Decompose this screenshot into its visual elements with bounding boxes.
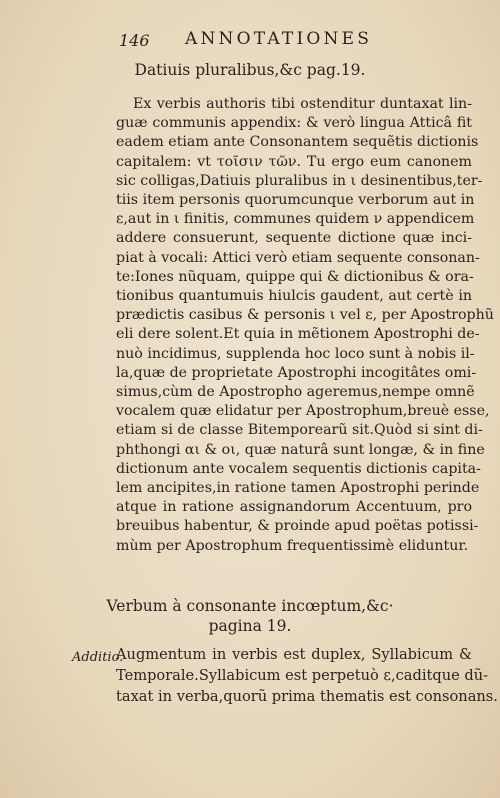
section-body: [116, 644, 498, 707]
running-title: ANNOTATIONES: [185, 29, 373, 49]
text-line: vocalem quæ elidatur per Apostrophum,breuè esse,: [116, 403, 490, 420]
text-line: capitalem: vt τοῖσιν τῶν. Tu ergo eum canonem: [116, 153, 472, 170]
page-number: 146: [119, 31, 150, 50]
text-line: prædictis casibus & personis ι vel ε, per Apostrophũ: [116, 307, 494, 324]
text-line: nuò incidimus, supplenda hoc loco sunt à nobis il-: [116, 345, 475, 362]
text-line: guæ communis appendix: & verò lingua Atticâ fit: [116, 115, 472, 132]
text-line: te:Iones nũquam, quippe qui & dictionibus & ora-: [116, 268, 474, 285]
section-body: [116, 95, 494, 556]
text-line: addere consuerunt, sequente dictione quæ inci-: [116, 230, 472, 247]
text-line: ε,aut in ι finitis, communes quidem ν appendicem: [116, 211, 475, 228]
text-line: dictionum ante vocalem sequentis dictionis capita-: [116, 460, 481, 477]
text-line: Ex verbis authoris tibi ostenditur duntaxat lin-: [133, 96, 472, 112]
margin-note: Additio.: [72, 650, 124, 665]
text-line: phthongi αι & οι, quæ naturâ sunt longæ, & in fine: [116, 441, 485, 458]
section-title-continued: pagina 19.: [208, 617, 292, 635]
text-line: lem ancipites,in ratione tamen Apostrophi perinde: [116, 480, 480, 497]
text-line: eli dere solent.Et quia in mẽtionem Apostrophi de-: [116, 326, 480, 343]
section-title: Verbum à consonante incœptum,&c·: [106, 597, 394, 615]
text-line: mùm per Apostrophum frequentissimè eliduntur.: [116, 537, 469, 554]
text-line: breuibus habentur, & proinde apud poëtas potissi-: [116, 518, 479, 535]
text-line: sic colligas,Datiuis pluralibus in ι desinentibus,ter-: [116, 172, 483, 189]
text-line: atque in ratione assignandorum Accentuum, pro: [116, 499, 472, 516]
text-line: piat à vocali: Attici verò etiam sequente consonan-: [116, 249, 480, 266]
text-line: eadem etiam ante Consonantem sequẽtis dictionis: [116, 134, 479, 151]
text-line: Temporale.Syllabicum est perpetuò ε,caditque dũ-: [116, 667, 489, 684]
section-title: Datiuis pluralibus,&c pag.19.: [134, 61, 366, 79]
text-line: taxat in verba,quorũ prima thematis est consonans.: [116, 688, 498, 705]
text-line: etiam si de classe Bitemporearũ sit.Quòd si sint di-: [116, 422, 483, 439]
text-line: tionibus quantumuis hiulcis gaudent, aut certè in: [116, 288, 472, 305]
text-line: Augmentum in verbis est duplex, Syllabicum &: [116, 646, 472, 663]
text-line: simus,cùm de Apostropho ageremus,nempe omnẽ: [116, 384, 475, 401]
text-line: la,quæ de proprietate Apostrophi incogitâtes omi-: [116, 364, 477, 381]
text-line: tiis item personis quorumcunque verborum aut in: [116, 192, 475, 209]
